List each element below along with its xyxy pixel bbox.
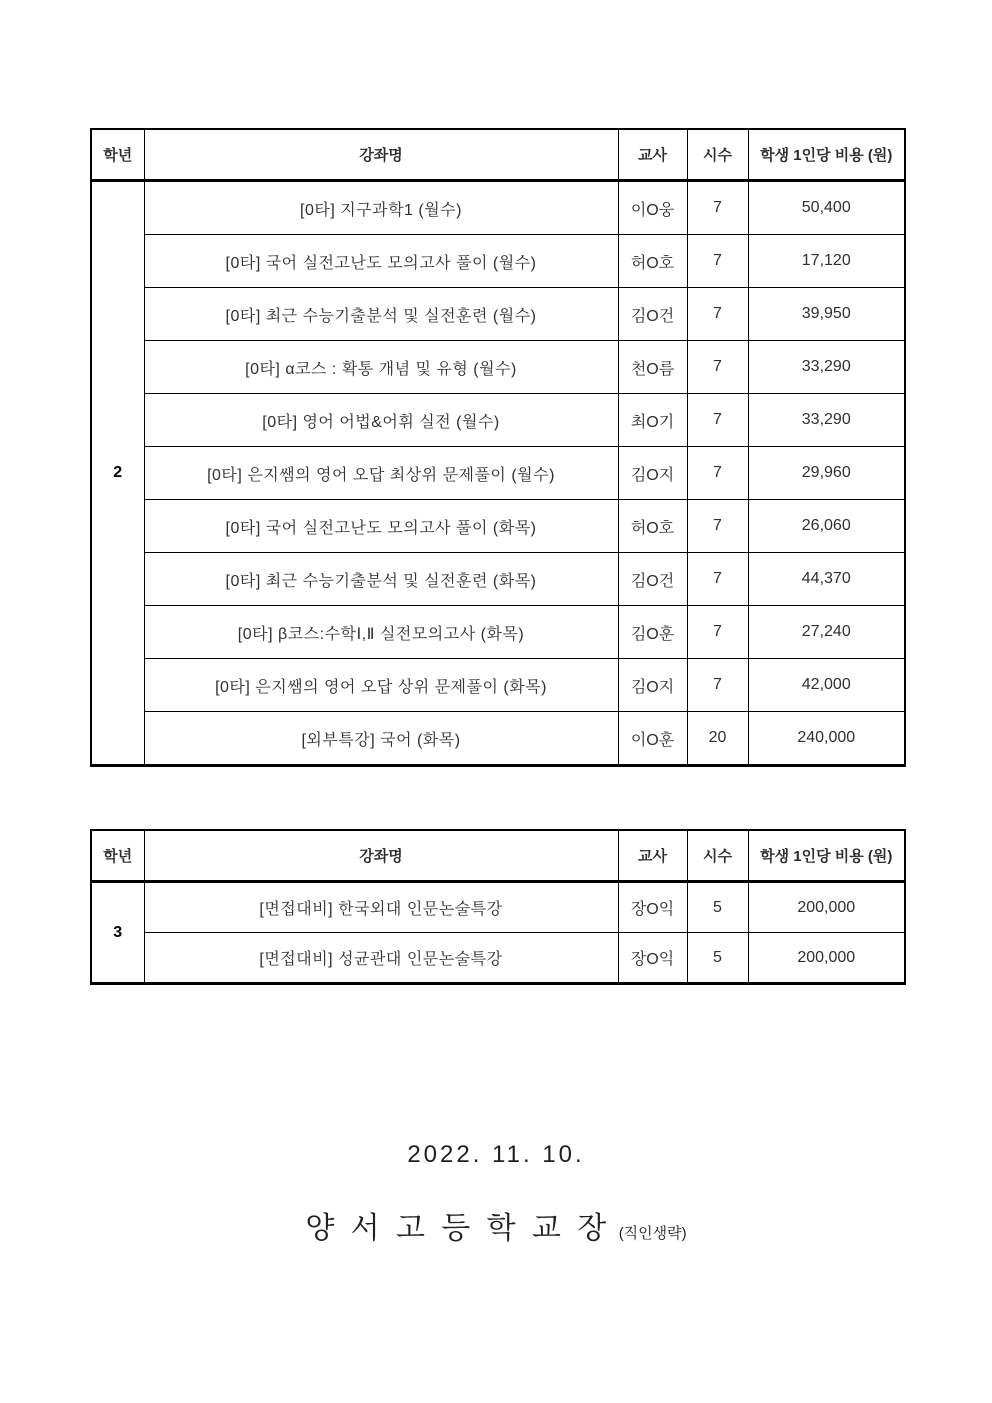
teacher-cell: 이O웅 [618, 181, 687, 235]
hours-cell: 7 [687, 181, 748, 235]
column-header: 시수 [687, 830, 748, 882]
grade-2-course-table [90, 128, 906, 767]
seal-omitted-note: (직인생략) [618, 1225, 687, 1242]
column-header: 학년 [91, 129, 144, 181]
hours-cell: 7 [687, 500, 748, 553]
signer-line [0, 1203, 992, 1247]
course-cell: [면접대비] 한국외대 인문논술특강 [144, 882, 618, 933]
course-cell: [0타] 은지쌤의 영어 오답 최상위 문제풀이 (월수) [144, 447, 618, 500]
course-cell: [0타] 영어 어법&어휘 실전 (월수) [144, 394, 618, 447]
hours-cell: 7 [687, 606, 748, 659]
table-row [91, 606, 905, 659]
teacher-cell: 김O건 [618, 553, 687, 606]
teacher-cell: 김O훈 [618, 606, 687, 659]
teacher-cell: 장O익 [618, 882, 687, 933]
cost-cell: 33,290 [748, 341, 905, 394]
teacher-cell: 장O익 [618, 933, 687, 984]
grade-label: 2 [91, 181, 144, 766]
grade-3-course-table [90, 829, 906, 985]
cost-cell: 29,960 [748, 447, 905, 500]
cost-cell: 17,120 [748, 235, 905, 288]
cost-cell: 27,240 [748, 606, 905, 659]
teacher-cell: 최O기 [618, 394, 687, 447]
hours-cell: 20 [687, 712, 748, 766]
column-header: 교사 [618, 129, 687, 181]
table-row [91, 659, 905, 712]
table-row [91, 394, 905, 447]
table-row [91, 341, 905, 394]
hours-cell: 7 [687, 235, 748, 288]
table-row [91, 500, 905, 553]
hours-cell: 7 [687, 659, 748, 712]
hours-cell: 7 [687, 553, 748, 606]
column-header: 학년 [91, 830, 144, 882]
cost-cell: 33,290 [748, 394, 905, 447]
hours-cell: 5 [687, 882, 748, 933]
course-cell: [외부특강] 국어 (화목) [144, 712, 618, 766]
teacher-cell: 이O훈 [618, 712, 687, 766]
table-row [91, 181, 905, 235]
course-cell: [0타] β코스:수학Ⅰ,Ⅱ 실전모의고사 (화목) [144, 606, 618, 659]
grade-label: 3 [91, 882, 144, 984]
teacher-cell: 김O지 [618, 447, 687, 500]
hours-cell: 7 [687, 288, 748, 341]
table-row [91, 933, 905, 984]
cost-cell: 200,000 [748, 882, 905, 933]
column-header: 시수 [687, 129, 748, 181]
signer-title: 양 서 고 등 학 교 장 [305, 1212, 611, 1245]
course-cell: [0타] α코스 : 확통 개념 및 유형 (월수) [144, 341, 618, 394]
teacher-cell: 김O건 [618, 288, 687, 341]
table-row [91, 235, 905, 288]
teacher-cell: 허O호 [618, 500, 687, 553]
cost-cell: 50,400 [748, 181, 905, 235]
column-header: 학생 1인당 비용 (원) [748, 830, 905, 882]
header-row [91, 830, 905, 882]
table-row [91, 553, 905, 606]
table-row [91, 447, 905, 500]
hours-cell: 7 [687, 447, 748, 500]
cost-cell: 42,000 [748, 659, 905, 712]
table-row [91, 882, 905, 933]
course-cell: [0타] 최근 수능기출분석 및 실전훈련 (화목) [144, 553, 618, 606]
hours-cell: 5 [687, 933, 748, 984]
column-header: 학생 1인당 비용 (원) [748, 129, 905, 181]
header-row [91, 129, 905, 181]
table-row [91, 288, 905, 341]
course-cell: [0타] 국어 실전고난도 모의고사 풀이 (월수) [144, 235, 618, 288]
cost-cell: 200,000 [748, 933, 905, 984]
course-cell: [0타] 최근 수능기출분석 및 실전훈련 (월수) [144, 288, 618, 341]
course-cell: [0타] 은지쌤의 영어 오답 상위 문제풀이 (화목) [144, 659, 618, 712]
column-header: 강좌명 [144, 129, 618, 181]
teacher-cell: 허O호 [618, 235, 687, 288]
column-header: 교사 [618, 830, 687, 882]
table-row [91, 712, 905, 766]
cost-cell: 39,950 [748, 288, 905, 341]
teacher-cell: 김O지 [618, 659, 687, 712]
hours-cell: 7 [687, 394, 748, 447]
course-cell: [0타] 지구과학1 (월수) [144, 181, 618, 235]
issue-date: 2022. 11. 10. [407, 1141, 585, 1168]
cost-cell: 26,060 [748, 500, 905, 553]
cost-cell: 44,370 [748, 553, 905, 606]
column-header: 강좌명 [144, 830, 618, 882]
hours-cell: 7 [687, 341, 748, 394]
course-cell: [0타] 국어 실전고난도 모의고사 풀이 (화목) [144, 500, 618, 553]
cost-cell: 240,000 [748, 712, 905, 766]
teacher-cell: 천O름 [618, 341, 687, 394]
course-cell: [면접대비] 성균관대 인문논술특강 [144, 933, 618, 984]
